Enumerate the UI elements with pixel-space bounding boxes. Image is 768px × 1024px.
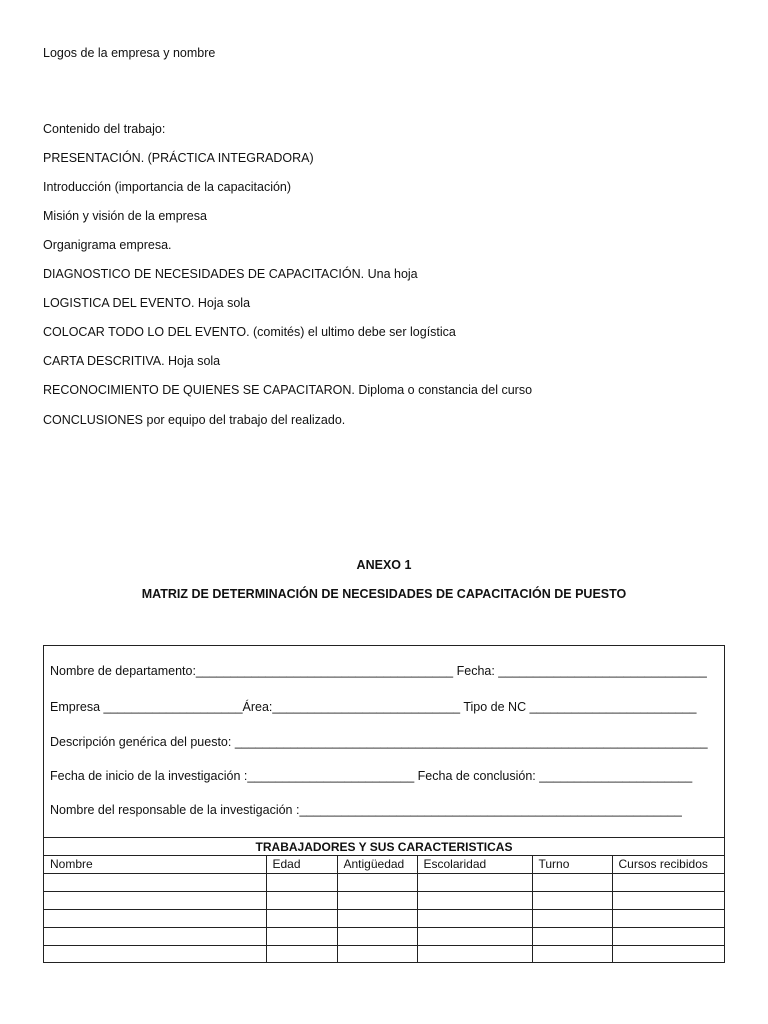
contents-title: Contenido del trabajo: <box>43 122 166 136</box>
contents-item: DIAGNOSTICO DE NECESIDADES DE CAPACITACIÓN. Una hoja <box>43 267 418 281</box>
table-cell[interactable] <box>337 892 417 910</box>
table-cell[interactable] <box>44 874 266 892</box>
column-header: Escolaridad <box>417 856 532 874</box>
contents-item: Organigrama empresa. <box>43 238 172 252</box>
table-cell[interactable] <box>337 910 417 928</box>
table-cell[interactable] <box>417 928 532 946</box>
table-cell[interactable] <box>612 910 724 928</box>
column-header: Cursos recibidos <box>612 856 724 874</box>
annex-title: MATRIZ DE DETERMINACIÓN DE NECESIDADES DE CAPACITACIÓN DE PUESTO <box>141 587 627 601</box>
table-cell[interactable] <box>337 946 417 964</box>
column-header: Nombre <box>44 856 266 874</box>
table-cell[interactable] <box>612 874 724 892</box>
table-cell[interactable] <box>532 928 612 946</box>
responsible-line[interactable]: Nombre del responsable de la investigación :_______________________________________________________ <box>50 803 682 817</box>
needs-matrix-form <box>43 645 725 963</box>
contents-item: Misión y visión de la empresa <box>43 209 207 223</box>
table-cell[interactable] <box>337 874 417 892</box>
table-cell[interactable] <box>612 946 724 964</box>
contents-item: CARTA DESCRITIVA. Hoja sola <box>43 354 221 368</box>
table-cell[interactable] <box>532 892 612 910</box>
table-cell[interactable] <box>337 928 417 946</box>
workers-table-title: TRABAJADORES Y SUS CARACTERISTICAS <box>44 837 724 856</box>
workers-table <box>44 855 724 963</box>
table-cell[interactable] <box>612 928 724 946</box>
table-cell[interactable] <box>532 946 612 964</box>
table-cell[interactable] <box>532 910 612 928</box>
column-header: Antigüedad <box>337 856 417 874</box>
contents-item: PRESENTACIÓN. (PRÁCTICA INTEGRADORA) <box>43 151 314 165</box>
table-cell[interactable] <box>266 946 337 964</box>
company-area-type-line[interactable]: Empresa ____________________Área:___________________________ Tipo de NC ________________________ <box>50 700 697 714</box>
table-row <box>44 910 724 928</box>
table-cell[interactable] <box>266 928 337 946</box>
table-row <box>44 928 724 946</box>
table-cell[interactable] <box>44 946 266 964</box>
contents-item: COLOCAR TODO LO DEL EVENTO. (comités) el ultimo debe ser logística <box>43 325 456 339</box>
table-row <box>44 946 724 964</box>
job-description-line[interactable]: Descripción genérica del puesto: ____________________________________________________________________ <box>50 735 708 749</box>
table-cell[interactable] <box>612 892 724 910</box>
contents-item: CONCLUSIONES por equipo del trabajo del realizado. <box>43 413 346 427</box>
annex-label: ANEXO 1 <box>356 558 412 572</box>
column-header: Turno <box>532 856 612 874</box>
table-cell[interactable] <box>44 892 266 910</box>
table-cell[interactable] <box>266 874 337 892</box>
contents-item: RECONOCIMIENTO DE QUIENES SE CAPACITARON. Diploma o constancia del curso <box>43 383 533 397</box>
table-row <box>44 892 724 910</box>
contents-item: LOGISTICA DEL EVENTO. Hoja sola <box>43 296 251 310</box>
table-cell[interactable] <box>266 892 337 910</box>
table-cell[interactable] <box>417 874 532 892</box>
logos-line: Logos de la empresa y nombre <box>43 46 216 60</box>
table-cell[interactable] <box>266 910 337 928</box>
table-cell[interactable] <box>417 892 532 910</box>
table-cell[interactable] <box>417 946 532 964</box>
table-row <box>44 874 724 892</box>
table-header-row <box>44 856 724 874</box>
table-cell[interactable] <box>44 910 266 928</box>
table-cell[interactable] <box>44 928 266 946</box>
contents-item: Introducción (importancia de la capacitación) <box>43 180 292 194</box>
table-cell[interactable] <box>532 874 612 892</box>
department-date-line[interactable]: Nombre de departamento:_____________________________________ Fecha: ______________________________ <box>50 664 707 678</box>
column-header: Edad <box>266 856 337 874</box>
table-cell[interactable] <box>417 910 532 928</box>
investigation-dates-line[interactable]: Fecha de inicio de la investigación :________________________ Fecha de conclusión: ______________________ <box>50 769 693 783</box>
